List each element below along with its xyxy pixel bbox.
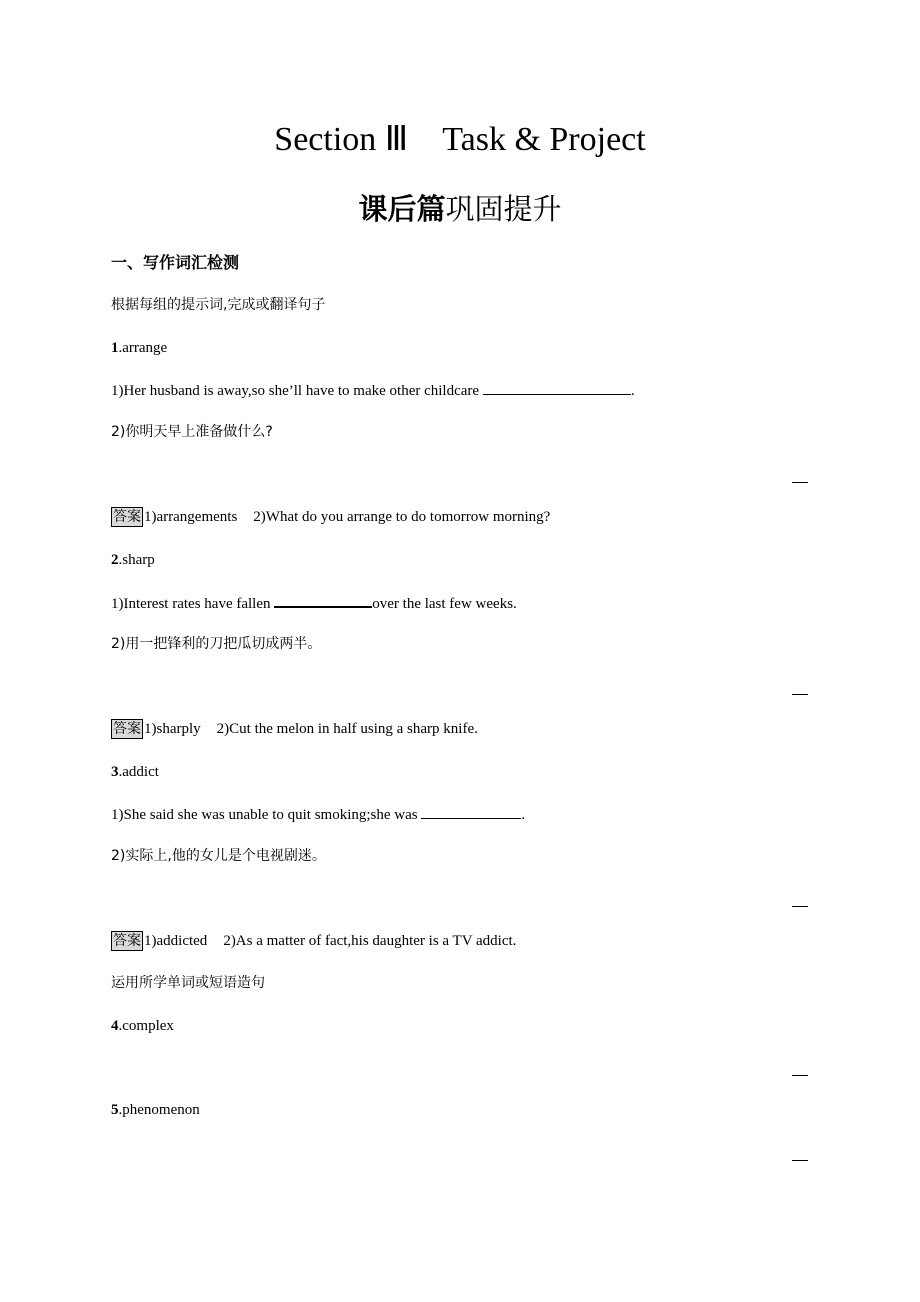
answer-1: 1)arrangements <box>144 509 238 525</box>
question-text: 2)你明天早上准备做什么? <box>111 424 273 440</box>
item-word: .addict <box>118 764 159 780</box>
answer-line-mark <box>792 1160 808 1161</box>
question-text: 1)Her husband is away,so she’ll have to make other childcare <box>111 383 483 399</box>
item-number: 2 <box>111 552 119 568</box>
answer-1: 1)addicted <box>144 933 208 949</box>
item-1-question-2 <box>111 422 273 442</box>
item-3-question-1 <box>111 804 525 825</box>
question-suffix: . <box>521 807 526 823</box>
question-text: 2)用一把锋利的刀把瓜切成两半。 <box>111 636 322 652</box>
answer-label[interactable]: 答案 <box>113 509 141 525</box>
item-1-header <box>111 338 167 358</box>
answer-line-mark <box>792 1075 808 1076</box>
question-text: 1)Interest rates have fallen <box>111 596 275 612</box>
page-title <box>0 118 920 162</box>
answer-2: 2)Cut the melon in half using a sharp knife. <box>216 721 478 737</box>
instruction-text: 根据每组的提示词,完成或翻译句子 <box>111 297 326 313</box>
answer-1: 1)sharply <box>144 721 201 737</box>
question-suffix: . <box>630 383 635 399</box>
question-text: 2)实际上,他的女儿是个电视剧迷。 <box>111 848 326 864</box>
answer-line-mark <box>792 694 808 695</box>
page-subtitle <box>0 189 920 229</box>
instruction-text-2: 运用所学单词或短语造句 <box>111 975 265 991</box>
fill-blank[interactable] <box>421 804 521 819</box>
item-word: .phenomenon <box>118 1102 200 1118</box>
fill-blank[interactable] <box>483 380 631 395</box>
item-3-answer <box>111 931 516 951</box>
item-1-question-1 <box>111 380 635 401</box>
item-number: 4 <box>111 1018 119 1034</box>
answer-line-mark <box>792 482 808 483</box>
item-2-header <box>111 550 155 570</box>
item-number: 5 <box>111 1102 119 1118</box>
item-word: .arrange <box>118 340 168 356</box>
item-number: 3 <box>111 764 119 780</box>
item-2-question-1 <box>111 592 517 614</box>
item-2-question-2 <box>111 634 321 654</box>
item-word: .sharp <box>118 552 155 568</box>
item-3-header <box>111 762 159 782</box>
item-2-answer <box>111 719 478 739</box>
answer-label[interactable]: 答案 <box>113 721 141 737</box>
item-1-answer <box>111 507 550 527</box>
item-number: 1 <box>111 340 119 356</box>
question-text: 1)She said she was unable to quit smoking;she was <box>111 807 422 823</box>
item-word: .complex <box>118 1018 174 1034</box>
answer-line-mark <box>792 906 808 907</box>
item-3-question-2 <box>111 846 326 866</box>
subtitle-bold: 课后篇 <box>358 192 446 226</box>
item-4-header <box>111 1016 174 1036</box>
item-5-header <box>111 1100 200 1120</box>
subtitle-normal: 巩固提升 <box>445 192 562 226</box>
answer-2: 2)As a matter of fact,his daughter is a TV addict. <box>223 933 517 949</box>
fill-blank[interactable] <box>274 592 372 608</box>
answer-2: 2)What do you arrange to do tomorrow morning? <box>253 509 551 525</box>
section-heading: 一、写作词汇检测 <box>111 253 240 272</box>
title-topic: Task & Project <box>442 121 646 158</box>
question-suffix: over the last few weeks. <box>372 596 517 612</box>
title-section: Section Ⅲ <box>274 121 409 158</box>
answer-label[interactable]: 答案 <box>113 933 141 949</box>
